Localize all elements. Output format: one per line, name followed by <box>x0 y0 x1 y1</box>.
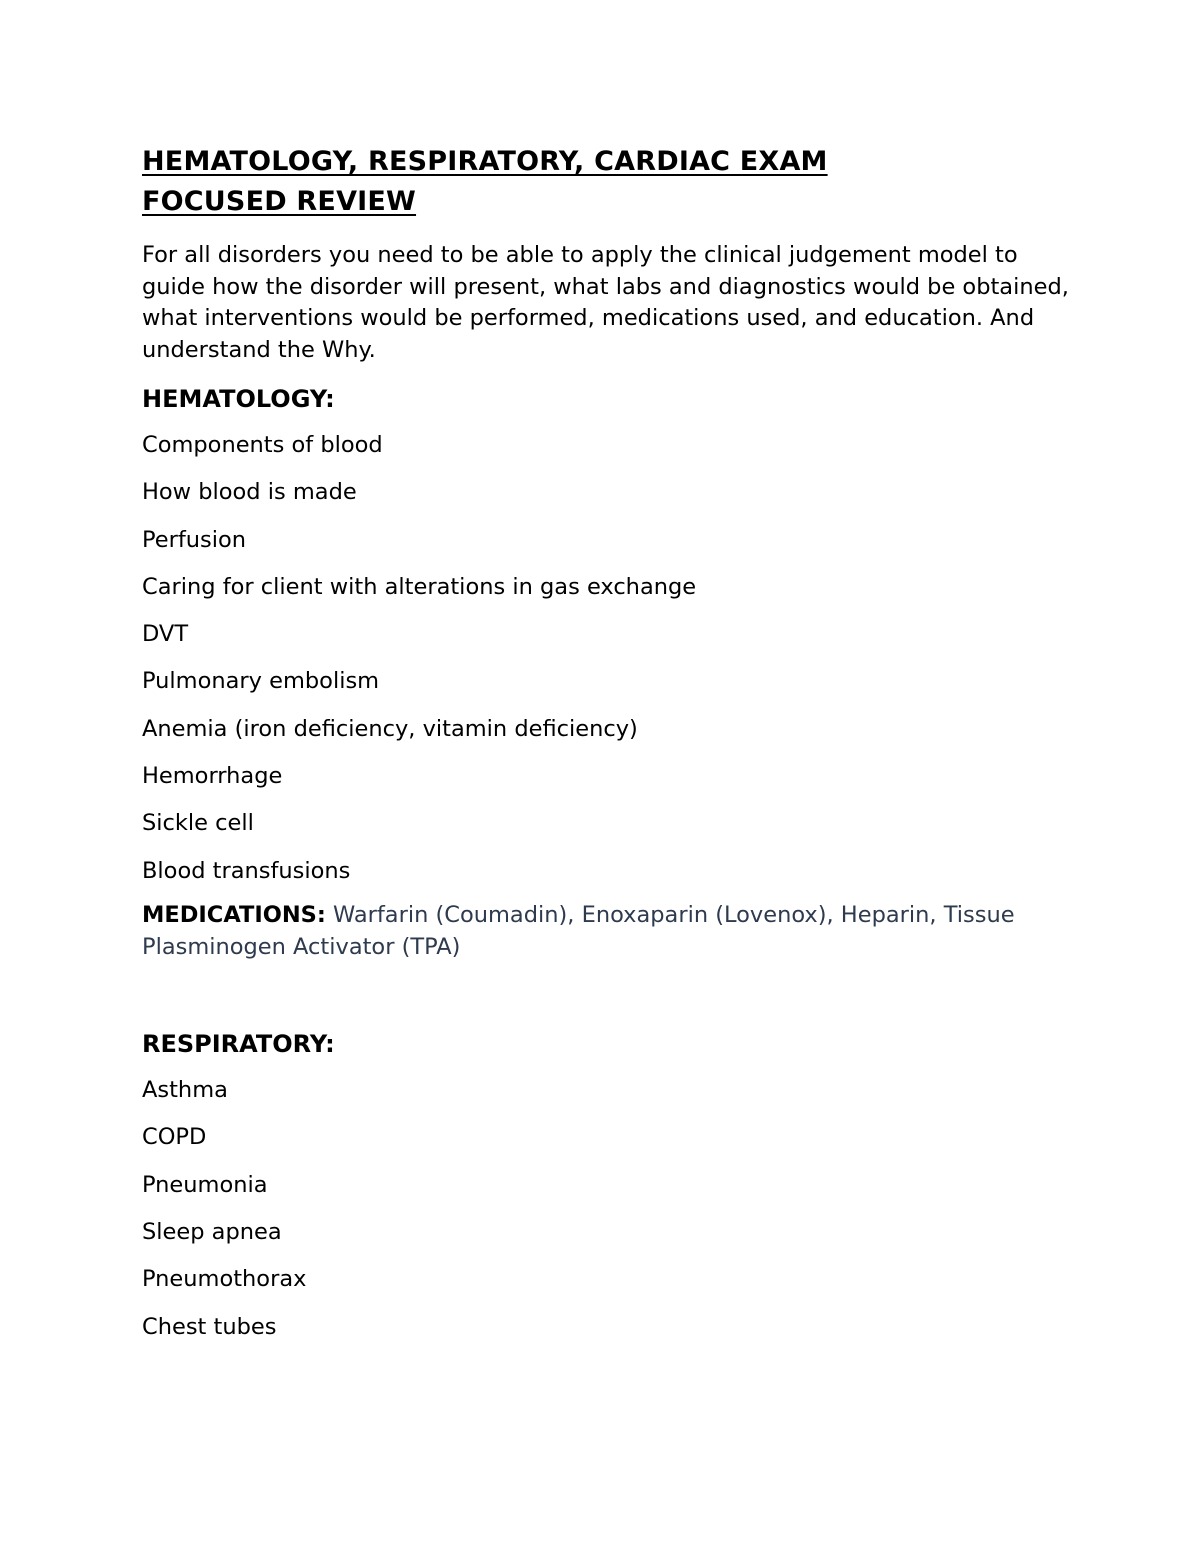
list-item: Caring for client with alterations in gas exchange <box>142 573 697 600</box>
list-item: Asthma <box>142 1077 228 1104</box>
medications-paragraph <box>142 899 1072 963</box>
list-item: How blood is made <box>142 479 357 506</box>
list-item: DVT <box>142 621 189 648</box>
list-item: Anemia (iron deficiency, vitamin deficiency) <box>142 715 638 742</box>
medications-label: MEDICATIONS: <box>142 902 326 929</box>
list-item: Chest tubes <box>142 1313 277 1340</box>
list-item: Pneumonia <box>142 1171 268 1198</box>
medications-list: Warfarin (Coumadin), Enoxaparin (Lovenox), Heparin, Tissue Plasminogen Activator (TPA) <box>142 902 1015 961</box>
intro-paragraph: For all disorders you need to be able to apply the clinical judgement model to guide how the disorder will present, what labs and diagnostics would be obtained, what interventions would be performed, medications used, and education. And understand the Why. <box>142 242 1069 363</box>
title-line-2: FOCUSED REVIEW <box>142 186 417 217</box>
document-page <box>142 142 1072 1343</box>
list-item: Components of blood <box>142 432 383 458</box>
list-item: Pulmonary embolism <box>142 668 380 695</box>
list-item: Pneumothorax <box>142 1266 307 1293</box>
hematology-heading: HEMATOLOGY: <box>142 385 335 413</box>
document-title <box>142 142 1072 222</box>
list-item: Sleep apnea <box>142 1219 282 1246</box>
list-item: Hemorrhage <box>142 763 283 790</box>
list-item: Blood transfusions <box>142 857 351 884</box>
hematology-topic-list <box>142 430 1072 887</box>
list-item: Sickle cell <box>142 810 254 837</box>
respiratory-topic-list <box>142 1075 1072 1343</box>
list-item: Perfusion <box>142 526 247 553</box>
respiratory-heading: RESPIRATORY: <box>142 1030 335 1059</box>
title-line-1: HEMATOLOGY, RESPIRATORY, CARDIAC EXAM <box>142 146 828 177</box>
list-item: COPD <box>142 1124 207 1151</box>
